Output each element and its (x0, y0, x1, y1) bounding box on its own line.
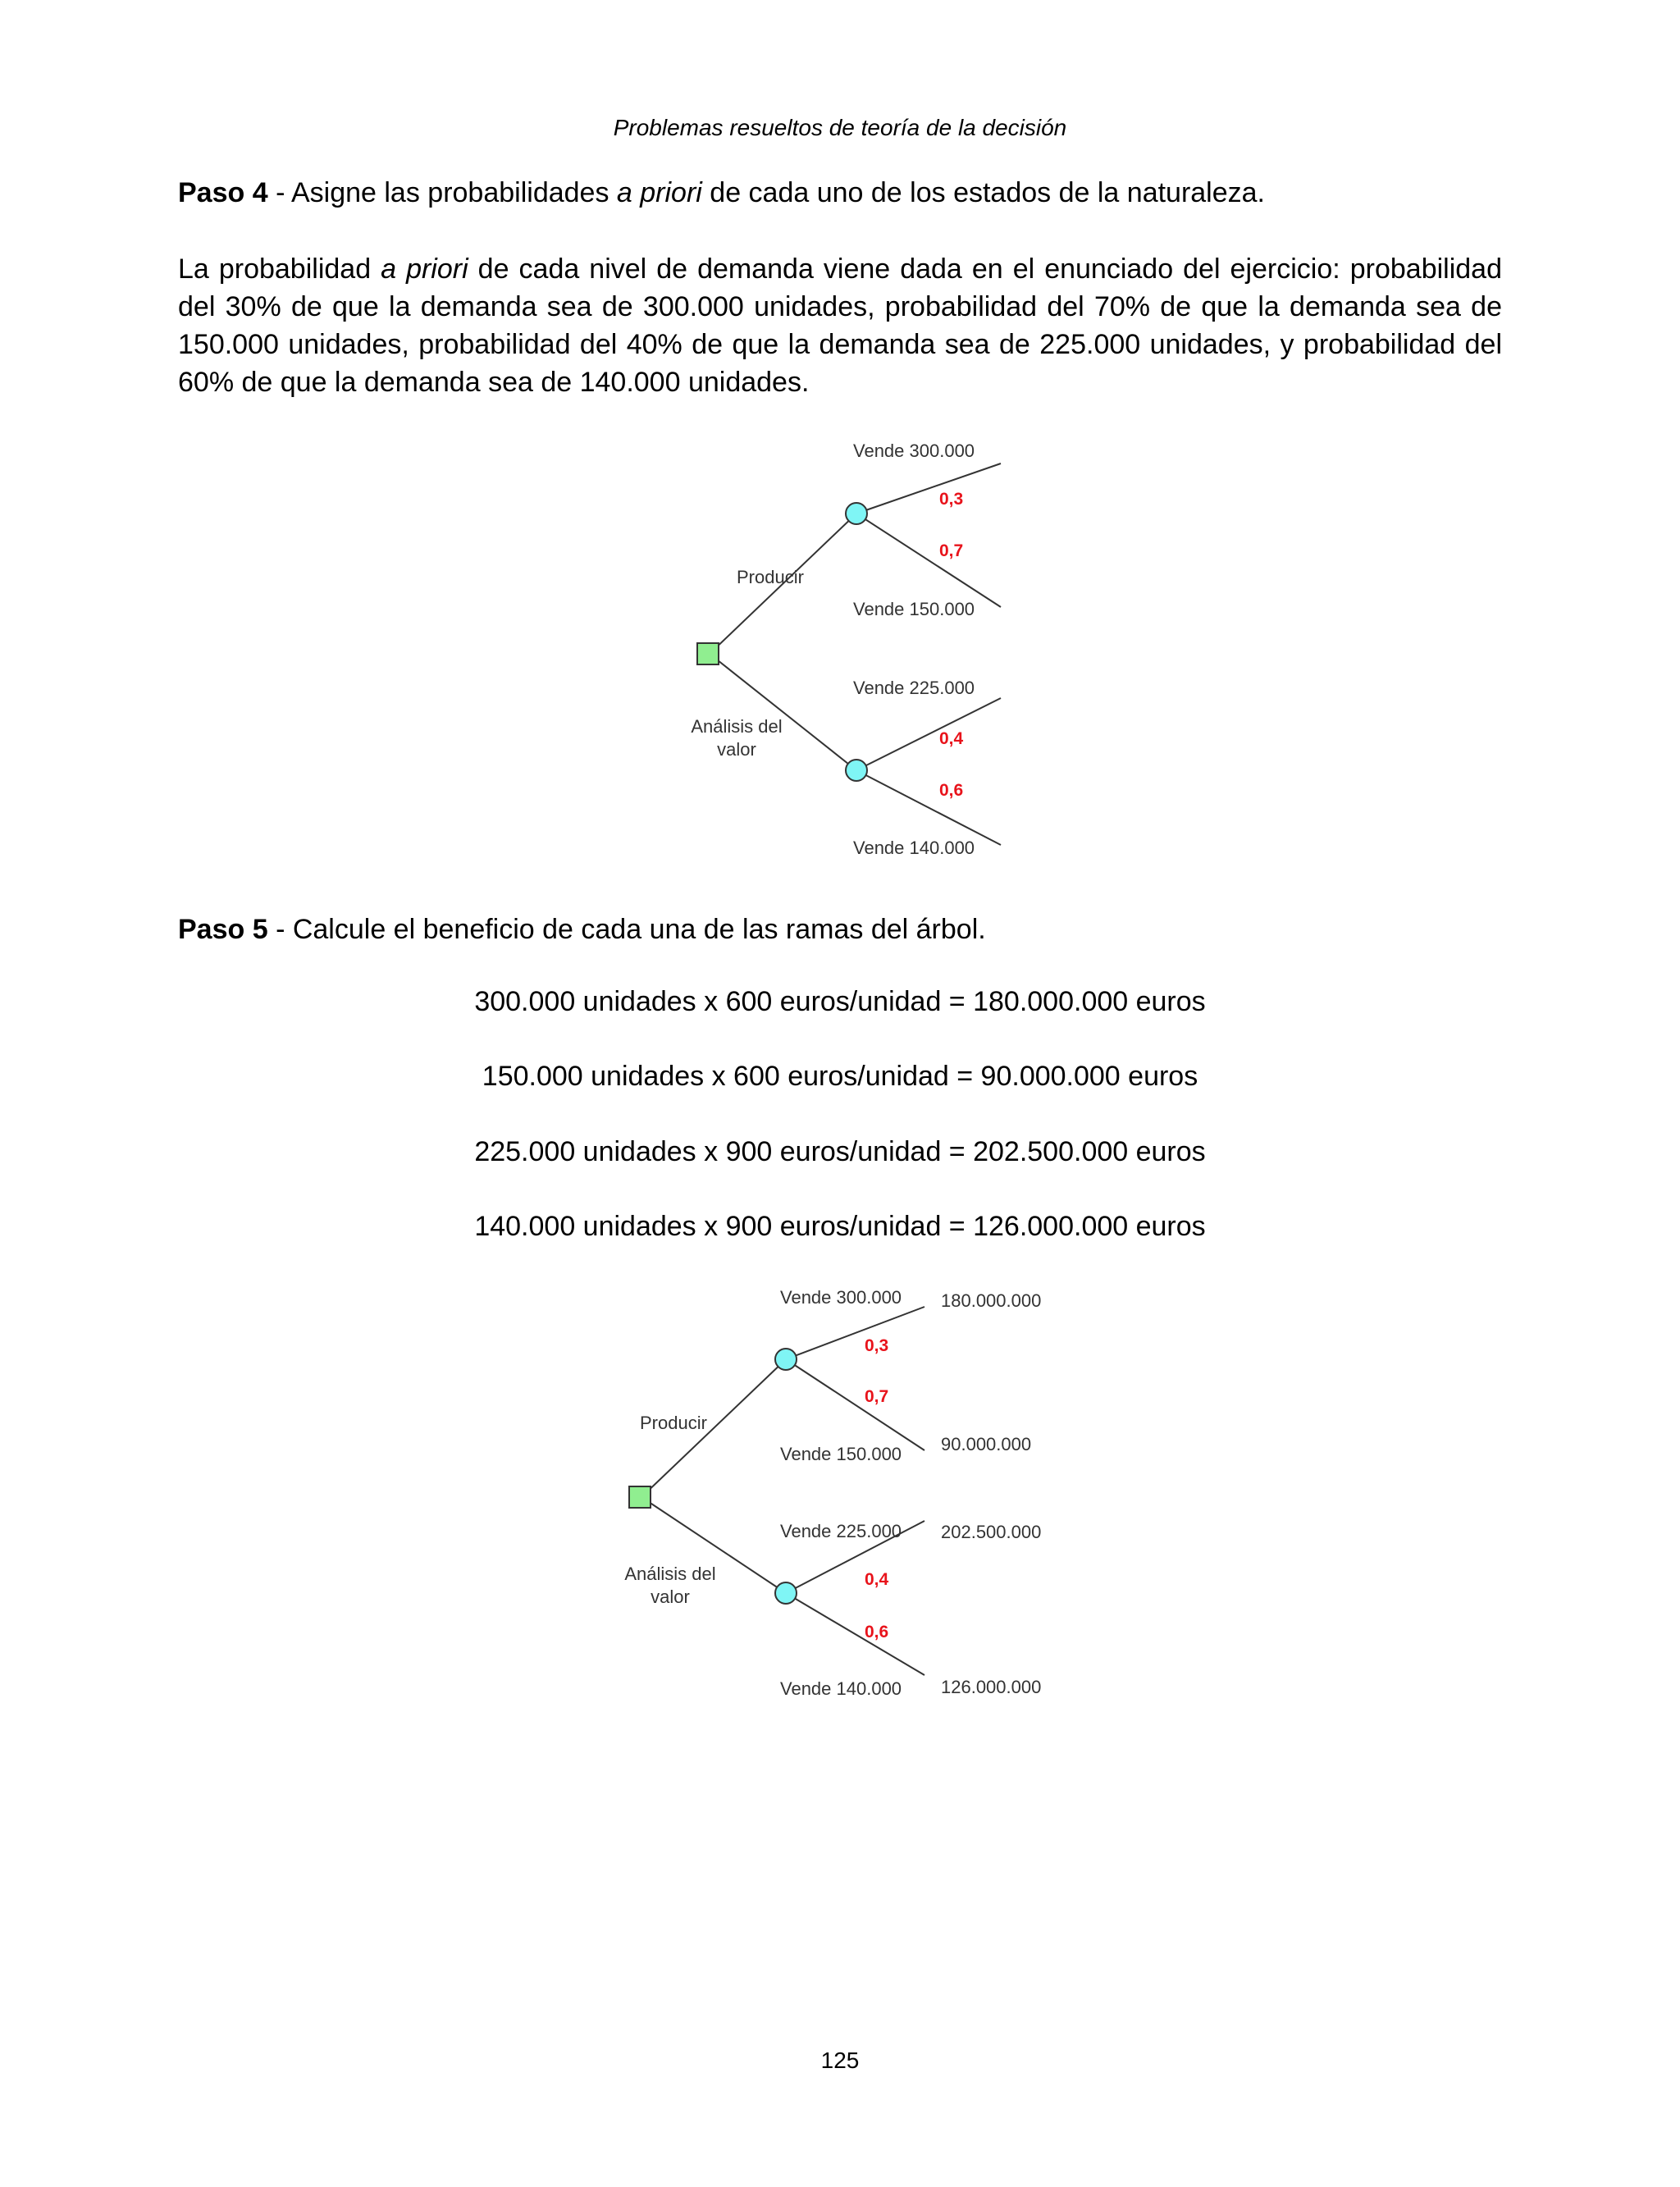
step5-separator: - (267, 914, 293, 945)
running-title: Problemas resueltos de teoría de la decisión (613, 115, 1067, 140)
probability-2: 0,7 (865, 1387, 889, 1406)
branch-line-outcome-2 (856, 514, 1001, 607)
paragraph-after: de cada nivel de demanda viene dada en el enunciado del ejercicio: probabilidad del 30% de que la demanda sea de 300.000 unidades, probabilidad del 70% de que la demanda sea de 150.000 unidades, probabilidad del 40% de que la demanda sea de 225.000 unidades, y probabilidad del 60% de que la demanda sea de 140.000 unidades. (178, 253, 1502, 398)
payoff-1: 180.000.000 (941, 1290, 1042, 1311)
step4-label: Paso 4 (178, 177, 268, 208)
step5-heading (178, 911, 1502, 948)
probability-3: 0,4 (865, 1570, 889, 1589)
paragraph-before: La probabilidad (178, 253, 381, 285)
probability-2: 0,7 (939, 541, 964, 560)
step4-text-after: de cada uno de los estados de la naturaleza. (701, 177, 1266, 208)
branch-line-outcome-4 (786, 1593, 924, 1675)
chance-node-producir (775, 1349, 797, 1370)
probability-1: 0,3 (939, 490, 964, 509)
outcome-label-1: Vende 300.000 (853, 441, 975, 461)
equation-4: 140.000 unidades x 900 euros/unidad = 126.000.000 euros (474, 1211, 1206, 1242)
branch-line-outcome-2 (786, 1359, 924, 1450)
outcome-label-2: Vende 150.000 (853, 599, 975, 619)
chance-node-analisis (775, 1582, 797, 1604)
outcome-label-3: Vende 225.000 (853, 678, 975, 698)
equation-3: 225.000 unidades x 900 euros/unidad = 202.500.000 euros (474, 1136, 1206, 1167)
probability-3: 0,4 (939, 729, 964, 748)
decision-tree-probabilities (673, 439, 1017, 874)
branch-line-outcome-1 (786, 1307, 924, 1359)
outcome-label-2: Vende 150.000 (780, 1444, 902, 1464)
step4-text-before: Asigne las probabilidades (290, 177, 617, 208)
branch-label-analisis-2: valor (717, 739, 756, 760)
branch-label-analisis-1: Análisis del (691, 716, 783, 737)
branch-label-producir: Producir (640, 1413, 707, 1433)
page-number: 125 (820, 2048, 860, 2073)
payoff-4: 126.000.000 (941, 1677, 1042, 1697)
equation-2: 150.000 unidades x 600 euros/unidad = 90.000.000 euros (482, 1061, 1198, 1092)
step4-separator: - (267, 177, 291, 208)
decision-node (629, 1486, 651, 1508)
outcome-label-4: Vende 140.000 (780, 1678, 902, 1699)
equation-1: 300.000 unidades x 600 euros/unidad = 180.000.000 euros (474, 986, 1206, 1017)
decision-tree-payoffs (605, 1284, 1064, 1719)
step4-heading (178, 174, 1502, 212)
probability-1: 0,3 (865, 1336, 889, 1355)
probability-paragraph (178, 250, 1502, 401)
step5-label: Paso 5 (178, 914, 268, 945)
outcome-label-4: Vende 140.000 (853, 838, 975, 858)
step5-text: Calcule el beneficio de cada una de las ramas del árbol. (292, 914, 986, 945)
decision-node (697, 643, 719, 664)
step4-italic: a priori (616, 177, 702, 208)
branch-label-analisis-1: Análisis del (624, 1564, 716, 1584)
probability-4: 0,6 (865, 1623, 889, 1641)
chance-node-producir (846, 503, 867, 524)
probability-4: 0,6 (939, 781, 964, 800)
branch-line-outcome-1 (856, 463, 1001, 514)
branch-label-producir: Producir (737, 567, 804, 587)
outcome-label-3: Vende 225.000 (780, 1521, 902, 1541)
paragraph-italic: a priori (381, 253, 468, 285)
tree-1-svg (673, 439, 1017, 874)
tree-2-svg (605, 1284, 1064, 1719)
payoff-2: 90.000.000 (941, 1434, 1032, 1454)
branch-line-outcome-3 (856, 698, 1001, 770)
outcome-label-1: Vende 300.000 (780, 1287, 902, 1308)
payoff-3: 202.500.000 (941, 1522, 1042, 1542)
chance-node-analisis (846, 760, 867, 781)
branch-label-analisis-2: valor (651, 1587, 690, 1607)
branch-line-outcome-4 (856, 770, 1001, 845)
